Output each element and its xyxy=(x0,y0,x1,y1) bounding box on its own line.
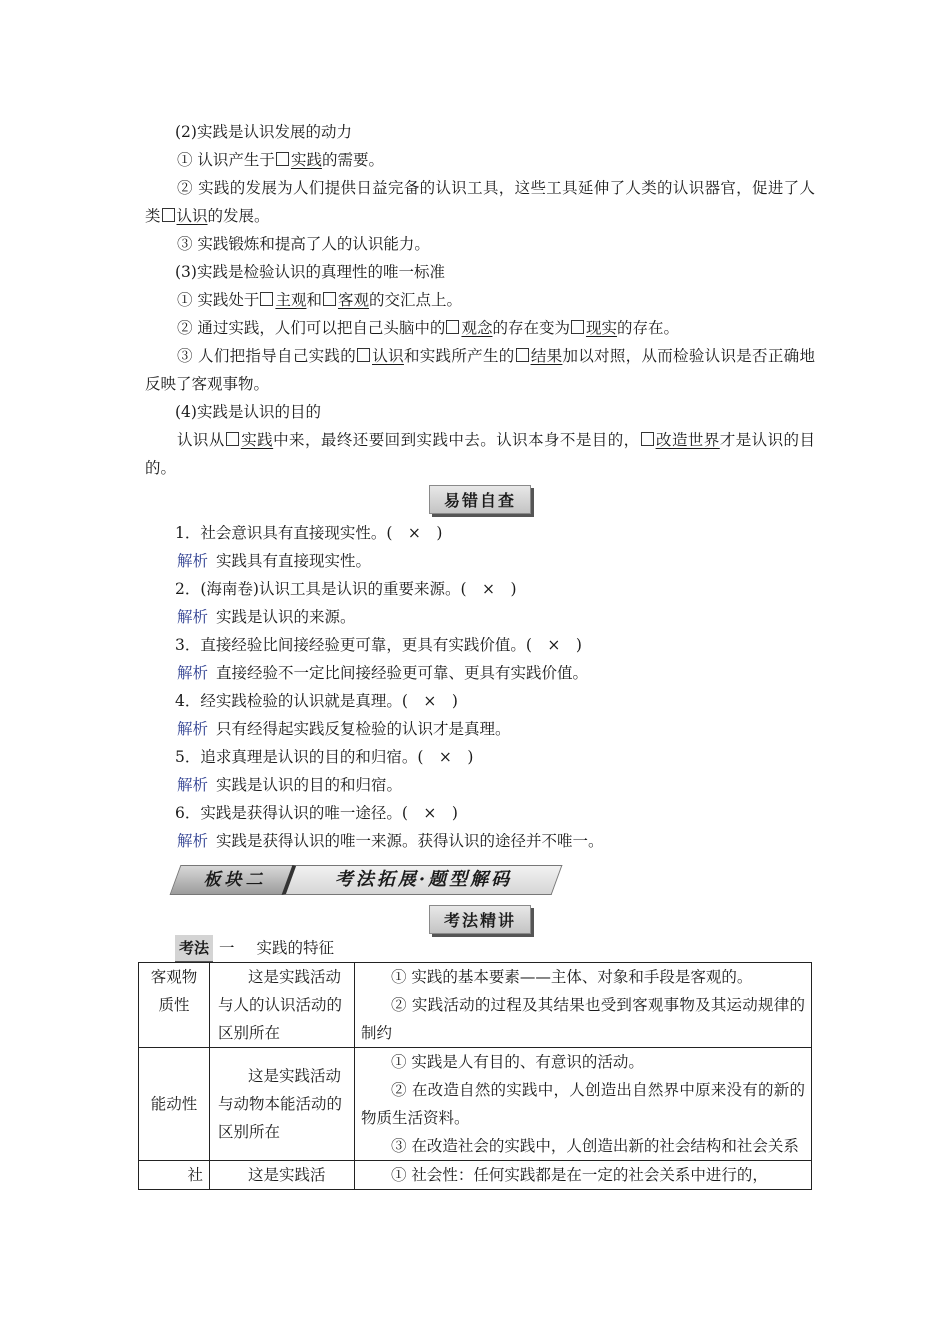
analysis xyxy=(145,603,815,631)
blank-box xyxy=(571,320,584,334)
point: ① 实践的基本要素——主体、对象和手段是客观的。 xyxy=(391,968,753,986)
analysis-text: 直接经验不一定比间接经验更可靠、更具有实践价值。 xyxy=(216,664,589,682)
analysis xyxy=(145,715,815,743)
answer: 客观 xyxy=(337,291,369,309)
paragraph: ③ 实践锻炼和提高了人的认识能力。 xyxy=(177,235,430,253)
feature-cell: 客观物质性 xyxy=(139,963,210,1048)
blank-box xyxy=(260,292,273,306)
description-cell: 这是实践活动与人的认识活动的区别所在 xyxy=(210,963,355,1048)
text: 的存在变为 xyxy=(492,319,570,337)
point: ① 社会性：任何实践都是在一定的社会关系中进行的， xyxy=(391,1166,768,1184)
feature-cell: 能动性 xyxy=(139,1048,210,1161)
blank-box xyxy=(516,348,529,362)
blank-box xyxy=(276,152,289,166)
text: 的需要。 xyxy=(321,151,384,169)
text: 加以对照，从而检验认识是否正确地反映了客观事物。 xyxy=(145,347,815,393)
answer: 现实 xyxy=(585,319,617,337)
practice-features-table xyxy=(138,962,812,1190)
question: 2．(海南卷)认识工具是认识的重要来源。( × ) xyxy=(175,580,517,598)
answer: 实践 xyxy=(240,431,274,449)
analysis-text: 实践具有直接现实性。 xyxy=(216,552,372,570)
method-banner-row xyxy=(145,905,815,935)
point: ② 实践活动的过程及其结果也受到客观事物及其运动规律的制约 xyxy=(361,996,805,1042)
question: 6．实践是获得认识的唯一途径。( × ) xyxy=(175,804,458,822)
point: ② 在改造自然的实践中，人创造出自然界中原来没有的新的物质生活资料。 xyxy=(361,1081,805,1127)
points-cell xyxy=(355,963,812,1048)
question: 1．社会意识具有直接现实性。( × ) xyxy=(175,524,443,542)
analysis xyxy=(145,547,815,575)
page-content xyxy=(145,118,815,963)
section-heading-3: (3)实践是检验认识的真理性的唯一标准 xyxy=(175,263,445,281)
question: 3．直接经验比间接经验更可靠，更具有实践价值。( × ) xyxy=(175,636,582,654)
analysis-text: 只有经得起实践反复检验的认识才是真理。 xyxy=(216,720,511,738)
blank-box xyxy=(446,320,459,334)
section-heading-2: (2)实践是认识发展的动力 xyxy=(175,123,352,141)
kaofa-tag: 考法 xyxy=(175,935,213,963)
blank-box xyxy=(323,292,336,306)
answer: 观念 xyxy=(461,319,493,337)
answer: 结果 xyxy=(530,347,563,365)
text: ① 实践处于 xyxy=(177,291,260,309)
analysis-label: 解析 xyxy=(177,832,209,850)
answer: 认识 xyxy=(372,347,404,365)
blank-box xyxy=(641,432,654,446)
text: 和 xyxy=(306,291,322,309)
table-row xyxy=(139,963,812,1048)
text: ② 实践的发展为人们提供日益完备的认识工具，这些工具延伸了人类的认识器官，促进了人类 xyxy=(145,179,815,225)
text: ③ 人们把指导自己实践的 xyxy=(177,347,357,365)
point: ① 实践是人有目的、有意识的活动。 xyxy=(391,1053,644,1071)
self-check-banner-row xyxy=(145,482,815,519)
answer: 实践 xyxy=(290,151,322,169)
paragraph xyxy=(145,174,815,230)
question: 4．经实践检验的认识就是真理。( × ) xyxy=(175,692,458,710)
section-heading-4: (4)实践是认识的目的 xyxy=(175,403,321,421)
text: 和实践所产生的 xyxy=(403,347,515,365)
block-title-tag xyxy=(282,865,563,895)
analysis-label: 解析 xyxy=(177,776,209,794)
points-cell xyxy=(355,1161,812,1190)
block-section-label: 板块二 xyxy=(203,870,267,890)
kaofa-number: 一 xyxy=(219,939,235,957)
analysis-label: 解析 xyxy=(177,608,209,626)
analysis xyxy=(145,659,815,687)
table-row xyxy=(139,1048,812,1161)
analysis-text: 实践是认识的来源。 xyxy=(216,608,356,626)
paragraph xyxy=(145,286,815,314)
paragraph xyxy=(145,342,815,398)
answer: 改造世界 xyxy=(655,431,720,449)
analysis-label: 解析 xyxy=(177,552,209,570)
point: ③ 在改造社会的实践中，人创造出新的社会结构和社会关系 xyxy=(391,1137,799,1155)
analysis-label: 解析 xyxy=(177,664,209,682)
kaofa-heading xyxy=(175,935,815,963)
method-banner: 考法精讲 xyxy=(429,905,531,934)
text: 中来，最终还要回到实践中去。认识本身不是目的， xyxy=(273,431,640,449)
analysis-label: 解析 xyxy=(177,720,209,738)
blank-box xyxy=(226,432,239,446)
paragraph xyxy=(145,426,815,482)
text: 的交汇点上。 xyxy=(368,291,462,309)
self-check-banner: 易错自查 xyxy=(429,485,531,514)
table-row xyxy=(139,1161,812,1190)
text: ① 认识产生于 xyxy=(177,151,275,169)
analysis xyxy=(145,827,815,855)
block-title-label: 考法拓展·题型解码 xyxy=(334,869,513,890)
paragraph xyxy=(145,146,815,174)
text: ② 通过实践，人们可以把自己头脑中的 xyxy=(177,319,446,337)
question: 5．追求真理是认识的目的和归宿。( × ) xyxy=(175,748,474,766)
text: 认识从 xyxy=(177,431,225,449)
answer: 主观 xyxy=(275,291,307,309)
text: 的发展。 xyxy=(207,207,270,225)
blank-box xyxy=(357,348,370,362)
self-check-list xyxy=(145,519,815,855)
paragraph xyxy=(145,314,815,342)
description-cell: 这是实践活 xyxy=(210,1161,355,1190)
points-cell xyxy=(355,1048,812,1161)
block-section-tag xyxy=(170,865,301,895)
text: 的存在。 xyxy=(616,319,679,337)
analysis xyxy=(145,771,815,799)
analysis-text: 实践是认识的目的和归宿。 xyxy=(216,776,403,794)
text: 才是认识的目的。 xyxy=(145,431,815,477)
blank-box xyxy=(162,208,175,222)
block-two-banner xyxy=(175,861,815,901)
description-cell: 这是实践活动与动物本能活动的区别所在 xyxy=(210,1048,355,1161)
feature-cell: 社 xyxy=(139,1161,210,1190)
kaofa-title: 实践的特征 xyxy=(256,939,335,957)
answer: 认识 xyxy=(176,207,208,225)
analysis-text: 实践是获得认识的唯一来源。获得认识的途径并不唯一。 xyxy=(216,832,604,850)
